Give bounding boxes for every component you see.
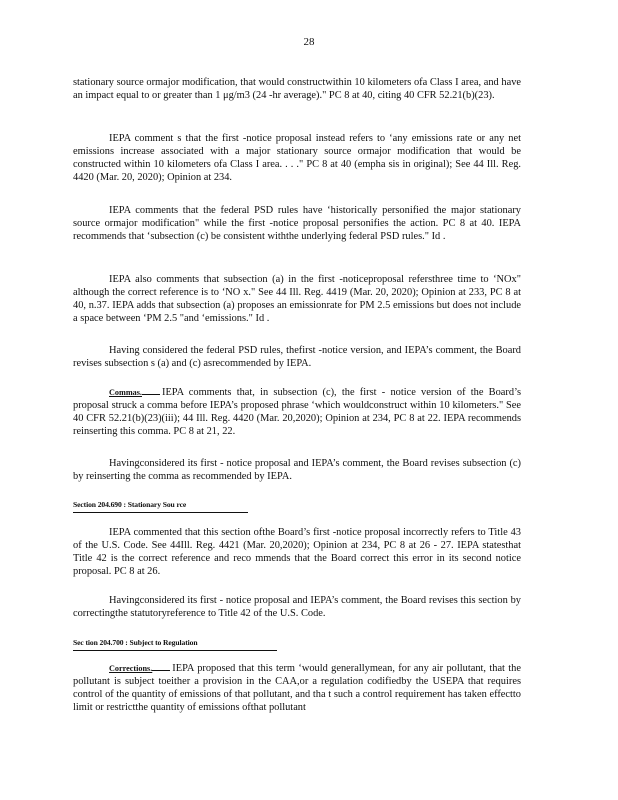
paragraph-8: IEPA commented that this section ofthe Board’s first -notice proposal incorrectly refers to Title 43 of the U.S. Code. See 44Ill. Reg. 4421 (Mar. 20,2020); Opinion at 234, PC 8 at 26 - 27. IEPA statesthat Title 42 is the correct reference and reco mmends that the Board correct this error in its second notice proposal. PC 8 at 26. <box>73 527 521 577</box>
paragraph-4: IEPA also comments that subsection (a) in the first -noticeproposal refersthree time to ‘NOx" although the correct reference is to ‘NO x." See 44 Ill. Reg. 4419 (Mar. 20, 2020); Opinion at 233, PC 8 at 40, n.37. IEPA adds that subsection (a) proposes an emissionrate for PM 2.5 emissions but does not include a space between ‘PM 2.5 "and ‘emissions." Id . <box>73 274 521 324</box>
paragraph-5: Having considered the federal PSD rules, thefirst -notice version, and IEPA’s comment, the Board revises subsection s (a) and (c) asrecommended by IEPA. <box>73 345 521 369</box>
section-heading-204-700: Sec tion 204.700 : Subject to Regulation <box>73 636 277 651</box>
underline-gap <box>152 662 170 671</box>
paragraph-6-text: IEPA comments that, in subsection (c), the first - notice version of the Board’s proposal struck a comma before IEPA’s proposed phrase ‘which wouldconstruct within 10 kilometers." See 40 CFR 52.21(b)(23)(iii); 44 Ill. Reg. 4420 (Mar. 20,2020); Opinion at 234, PC 8 at 22. IEPA recommends reinserting this comma. PC 8 at 21, 22. <box>73 387 521 437</box>
section-heading-204-690: Section 204.690 : Stationary Sou rce <box>73 498 248 513</box>
paragraph-9: Havingconsidered its first - notice proposal and IEPA’s comment, the Board revises this section by correctingthe statutoryreference to Title 42 of the U.S. Code. <box>73 595 521 619</box>
paragraph-10-text: IEPA proposed that this term ‘would generallymean, for any air pollutant, that the pollutant is subject toeither a provision in the CAA,or a regulation codifiedby the USEPA that requires control of the quantity of emissions of that pollutant, and tha t such a control requirement has taken effectto limit or restrictthe quantity of emissions ofthat pollutant <box>73 663 521 713</box>
underline-gap <box>142 386 160 395</box>
paragraph-1: stationary source ormajor modification, that would constructwithin 10 kilometers ofa Class I area, and have an impact equal to or greater than 1 μg/m3 (24 -hr average)." PC 8 at 40, citing 40 CFR 52.21(b)(23). <box>73 77 521 101</box>
paragraph-3: IEPA comments that the federal PSD rules have ‘historically personified the major stationary source ormajor modification" while the first -notice proposal personifies the action. PC 8 at 40. IEPA recommends that ‘subsection (c) be consistent withthe underlying federal PSD rules." Id . <box>73 205 521 242</box>
paragraph-6 <box>73 386 521 438</box>
runin-heading-commas: Commas. <box>109 388 142 397</box>
page-number: 28 <box>303 36 315 48</box>
paragraph-2: IEPA comment s that the first -notice proposal instead refers to ‘any emissions rate or any net emissions increase associated with a major stationary source ormajor modification that would be constructed within 10 kilometers ofa Class I area. . . ." PC 8 at 40 (empha sis in original); See 44 Ill. Reg. 4420 (Mar. 20, 2020); Opinion at 234. <box>73 133 521 183</box>
paragraph-7: Havingconsidered its first - notice proposal and IEPA’s comment, the Board revises subsection (c) by reinserting the comma as recommended by IEPA. <box>73 458 521 482</box>
runin-heading-corrections: Corrections. <box>109 664 153 673</box>
paragraph-10 <box>73 662 521 714</box>
